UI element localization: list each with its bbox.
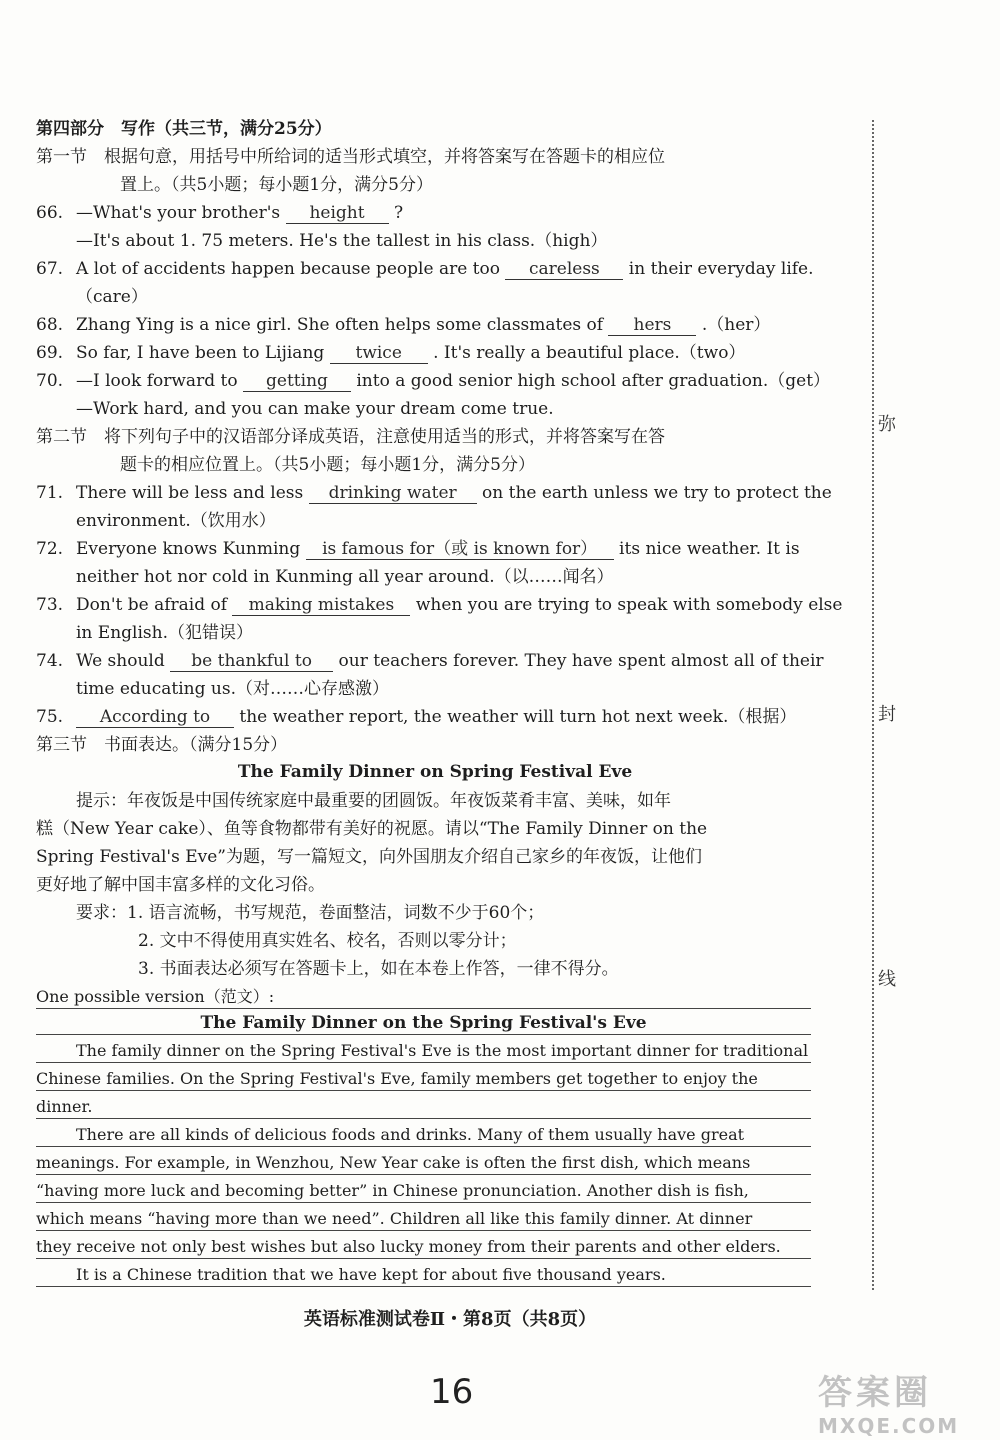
question-70 bbox=[36, 370, 830, 392]
question-number: 70. bbox=[36, 371, 64, 391]
seal-char-feng: 封 bbox=[878, 704, 896, 725]
sample-line: It is a Chinese tradition that we have kept for about five thousand years. bbox=[36, 1264, 811, 1287]
question-number: 74. bbox=[36, 651, 64, 671]
hint-line-4: 更好地了解中国丰富多样的文化习俗。 bbox=[36, 875, 325, 895]
handwritten-page-number: 16 bbox=[430, 1372, 474, 1412]
hint-line-1: 提示：年夜饭是中国传统家庭中最重要的团圆饭。年夜饭菜肴丰富、美味，如年 bbox=[76, 791, 671, 811]
watermark-logo bbox=[818, 1365, 988, 1438]
question-text: A lot of accidents happen because people are too bbox=[76, 259, 500, 279]
question-text: —I look forward to bbox=[76, 371, 238, 391]
question-text: —What's your brother's bbox=[76, 203, 281, 223]
question-73 bbox=[36, 594, 842, 616]
section1-instruction-2: 置上。（共5小题；每小题1分，满分5分） bbox=[120, 175, 433, 195]
sample-label: One possible version（范文）: bbox=[36, 986, 811, 1009]
question-text: .（her） bbox=[701, 315, 771, 335]
question-66 bbox=[36, 202, 403, 224]
question-text: in their everyday life. bbox=[628, 259, 814, 279]
answer-blank: According to bbox=[76, 707, 234, 728]
sample-line: meanings. For example, in Wenzhou, New Year cake is often the first dish, which means bbox=[36, 1152, 811, 1175]
question-68 bbox=[36, 314, 770, 336]
sample-line: which means “having more than we need”. Children all like this family dinner. At dinner bbox=[36, 1208, 811, 1231]
answer-blank: careless bbox=[505, 259, 623, 280]
question-text: its nice weather. It is bbox=[619, 539, 800, 559]
question-text: our teachers forever. They have spent almost all of their bbox=[338, 651, 824, 671]
question-69 bbox=[36, 342, 745, 364]
answer-blank: is famous for（或 is known for） bbox=[306, 539, 614, 560]
question-number: 68. bbox=[36, 315, 64, 335]
question-text: . It's really a beautiful place.（two） bbox=[433, 343, 746, 363]
question-67 bbox=[36, 258, 814, 280]
section1-instruction-1: 第一节 根据句意，用括号中所给词的适当形式填空，并将答案写在答题卡的相应位 bbox=[36, 147, 665, 167]
question-number: 66. bbox=[36, 203, 64, 223]
question-number: 72. bbox=[36, 539, 64, 559]
seal-char-mi: 弥 bbox=[878, 414, 896, 435]
sample-line: There are all kinds of delicious foods and drinks. Many of them usually have great bbox=[36, 1124, 811, 1147]
requirement-2: 2. 文中不得使用真实姓名、校名，否则以零分计； bbox=[138, 931, 517, 951]
question-70-reply: —Work hard, and you can make your dream come true. bbox=[76, 399, 554, 419]
sample-title: The Family Dinner on the Spring Festival's Eve bbox=[36, 1012, 811, 1035]
question-75 bbox=[36, 706, 796, 728]
question-text: Zhang Ying is a nice girl. She often helps some classmates of bbox=[76, 315, 604, 335]
question-71-hint: environment.（饮用水） bbox=[76, 511, 276, 531]
seal-dotted-line bbox=[872, 120, 874, 1290]
question-text: So far, I have been to Lijiang bbox=[76, 343, 325, 363]
answer-blank: getting bbox=[243, 371, 351, 392]
section2-instruction-1: 第二节 将下列句子中的汉语部分译成英语，注意使用适当的形式，并将答案写在答 bbox=[36, 427, 665, 447]
answer-blank: hers bbox=[608, 315, 696, 336]
question-74-hint: time educating us.（对……心存感激） bbox=[76, 679, 389, 699]
answer-blank: height bbox=[286, 203, 389, 224]
question-67-hint: （care） bbox=[76, 287, 148, 307]
question-72 bbox=[36, 538, 800, 560]
requirement-3: 3. 书面表达必须写在答题卡上，如在本卷上作答，一律不得分。 bbox=[138, 959, 619, 979]
question-text: We should bbox=[76, 651, 165, 671]
question-text: on the earth unless we try to protect the bbox=[482, 483, 832, 503]
hint-line-2: 糕（New Year cake）、鱼等食物都带有美好的祝愿。请以“The Family Dinner on the bbox=[36, 819, 708, 839]
answer-blank: making mistakes bbox=[232, 595, 410, 616]
question-text: Everyone knows Kunming bbox=[76, 539, 301, 559]
question-number: 67. bbox=[36, 259, 64, 279]
page-footer: 英语标准测试卷Ⅱ・第8页（共8页） bbox=[303, 1309, 597, 1330]
question-71 bbox=[36, 482, 832, 504]
question-text: when you are trying to speak with somebody else bbox=[415, 595, 843, 615]
section2-instruction-2: 题卡的相应位置上。（共5小题；每小题1分，满分5分） bbox=[120, 455, 535, 475]
question-text: into a good senior high school after graduation.（get） bbox=[356, 371, 831, 391]
seal-char-xian: 线 bbox=[878, 969, 896, 990]
question-text: Don't be afraid of bbox=[76, 595, 228, 615]
question-text: There will be less and less bbox=[76, 483, 304, 503]
hint-line-3: Spring Festival's Eve”为题，写一篇短文，向外国朋友介绍自己家乡的年夜饭，让他们 bbox=[36, 847, 702, 867]
question-72-hint: neither hot nor cold in Kunming all year around.（以……闻名） bbox=[76, 567, 614, 587]
question-number: 73. bbox=[36, 595, 64, 615]
section3-title: 第三节 书面表达。（满分15分） bbox=[36, 735, 288, 755]
sample-line: dinner. bbox=[36, 1096, 811, 1119]
watermark-text-top: 答案圈 bbox=[818, 1373, 932, 1413]
question-number: 75. bbox=[36, 707, 64, 727]
question-66-reply: —It's about 1. 75 meters. He's the tallest in his class.（high） bbox=[76, 231, 608, 251]
question-number: 71. bbox=[36, 483, 64, 503]
answer-blank: be thankful to bbox=[170, 651, 333, 672]
sample-line: Chinese families. On the Spring Festival's Eve, family members get together to enjoy the bbox=[36, 1068, 811, 1091]
question-text: the weather report, the weather will turn hot next week.（根据） bbox=[239, 707, 797, 727]
part-title: 第四部分 写作（共三节，满分25分） bbox=[36, 119, 332, 139]
question-74 bbox=[36, 650, 824, 672]
question-73-hint: in English.（犯错误） bbox=[76, 623, 253, 643]
watermark-text-bottom: MXQE.COM bbox=[818, 1414, 960, 1438]
question-text: ? bbox=[393, 203, 404, 223]
question-number: 69. bbox=[36, 343, 64, 363]
requirement-1: 要求：1. 语言流畅，书写规范，卷面整洁，词数不少于60个； bbox=[76, 903, 545, 923]
answer-blank: drinking water bbox=[309, 483, 477, 504]
sample-line: The family dinner on the Spring Festival's Eve is the most important dinner for traditional bbox=[36, 1040, 811, 1063]
answer-blank: twice bbox=[330, 343, 428, 364]
essay-topic-title: The Family Dinner on Spring Festival Eve bbox=[237, 762, 633, 782]
sample-line: “having more luck and becoming better” in Chinese pronunciation. Another dish is fish, bbox=[36, 1180, 811, 1203]
sample-line: they receive not only best wishes but also lucky money from their parents and other elders. bbox=[36, 1236, 811, 1259]
